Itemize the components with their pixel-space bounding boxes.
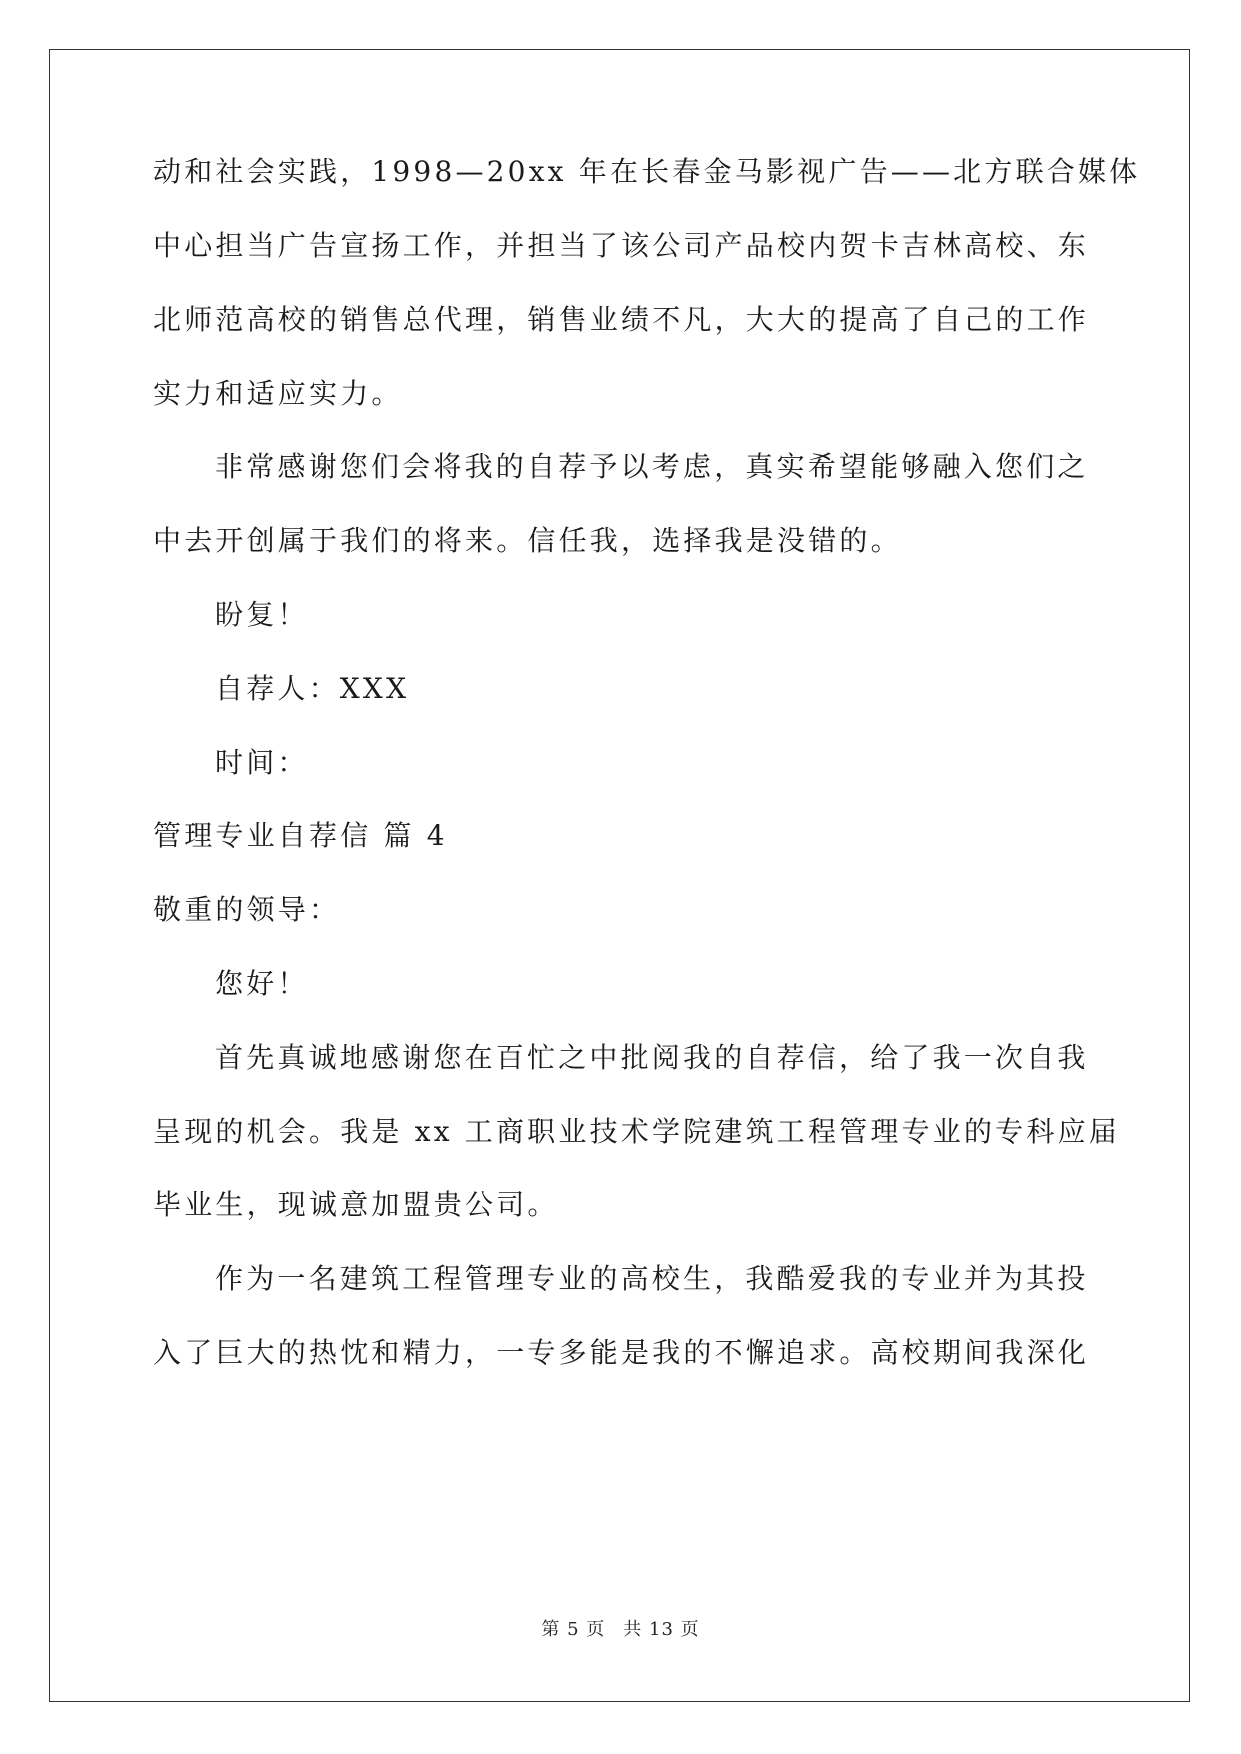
paragraph-line: 首先真诚地感谢您在百忙之中批阅我的自荐信，给了我一次自我: [215, 1041, 1089, 1074]
body-line: 中去开创属于我们的将来。信任我，选择我是没错的。: [153, 524, 902, 557]
section-heading: 管理专业自荐信 篇 4: [153, 819, 448, 852]
date-line: 时间：: [215, 746, 309, 779]
page-footer: [0, 1618, 1241, 1642]
body-line: 动和社会实践，1998—20xx 年在长春金马影视广告——北方联合媒体: [153, 155, 1141, 188]
body-line: 北师范高校的销售总代理，销售业绩不凡，大大的提高了自己的工作: [153, 303, 1090, 336]
body-line: 实力和适应实力。: [153, 377, 403, 410]
closing-line: 盼复！: [215, 598, 309, 631]
page-total: 共 13 页: [623, 1619, 700, 1640]
page-number: 第 5 页: [541, 1619, 606, 1640]
body-line: 呈现的机会。我是 xx 工商职业技术学院建筑工程管理专业的专科应届: [153, 1115, 1120, 1148]
greeting: 您好！: [215, 967, 309, 1000]
page-border: [49, 49, 1190, 1702]
signature-line: 自荐人：XXX: [215, 672, 410, 705]
body-line: 中心担当广告宣扬工作，并担当了该公司产品校内贺卡吉林高校、东: [153, 229, 1090, 262]
paragraph-line: 作为一名建筑工程管理专业的高校生，我酷爱我的专业并为其投: [215, 1262, 1089, 1295]
body-line: 毕业生，现诚意加盟贵公司。: [153, 1188, 559, 1221]
salutation: 敬重的领导：: [153, 893, 341, 926]
body-line: 入了巨大的热忱和精力，一专多能是我的不懈追求。高校期间我深化: [153, 1336, 1090, 1369]
paragraph-line: 非常感谢您们会将我的自荐予以考虑，真实希望能够融入您们之: [215, 450, 1089, 483]
